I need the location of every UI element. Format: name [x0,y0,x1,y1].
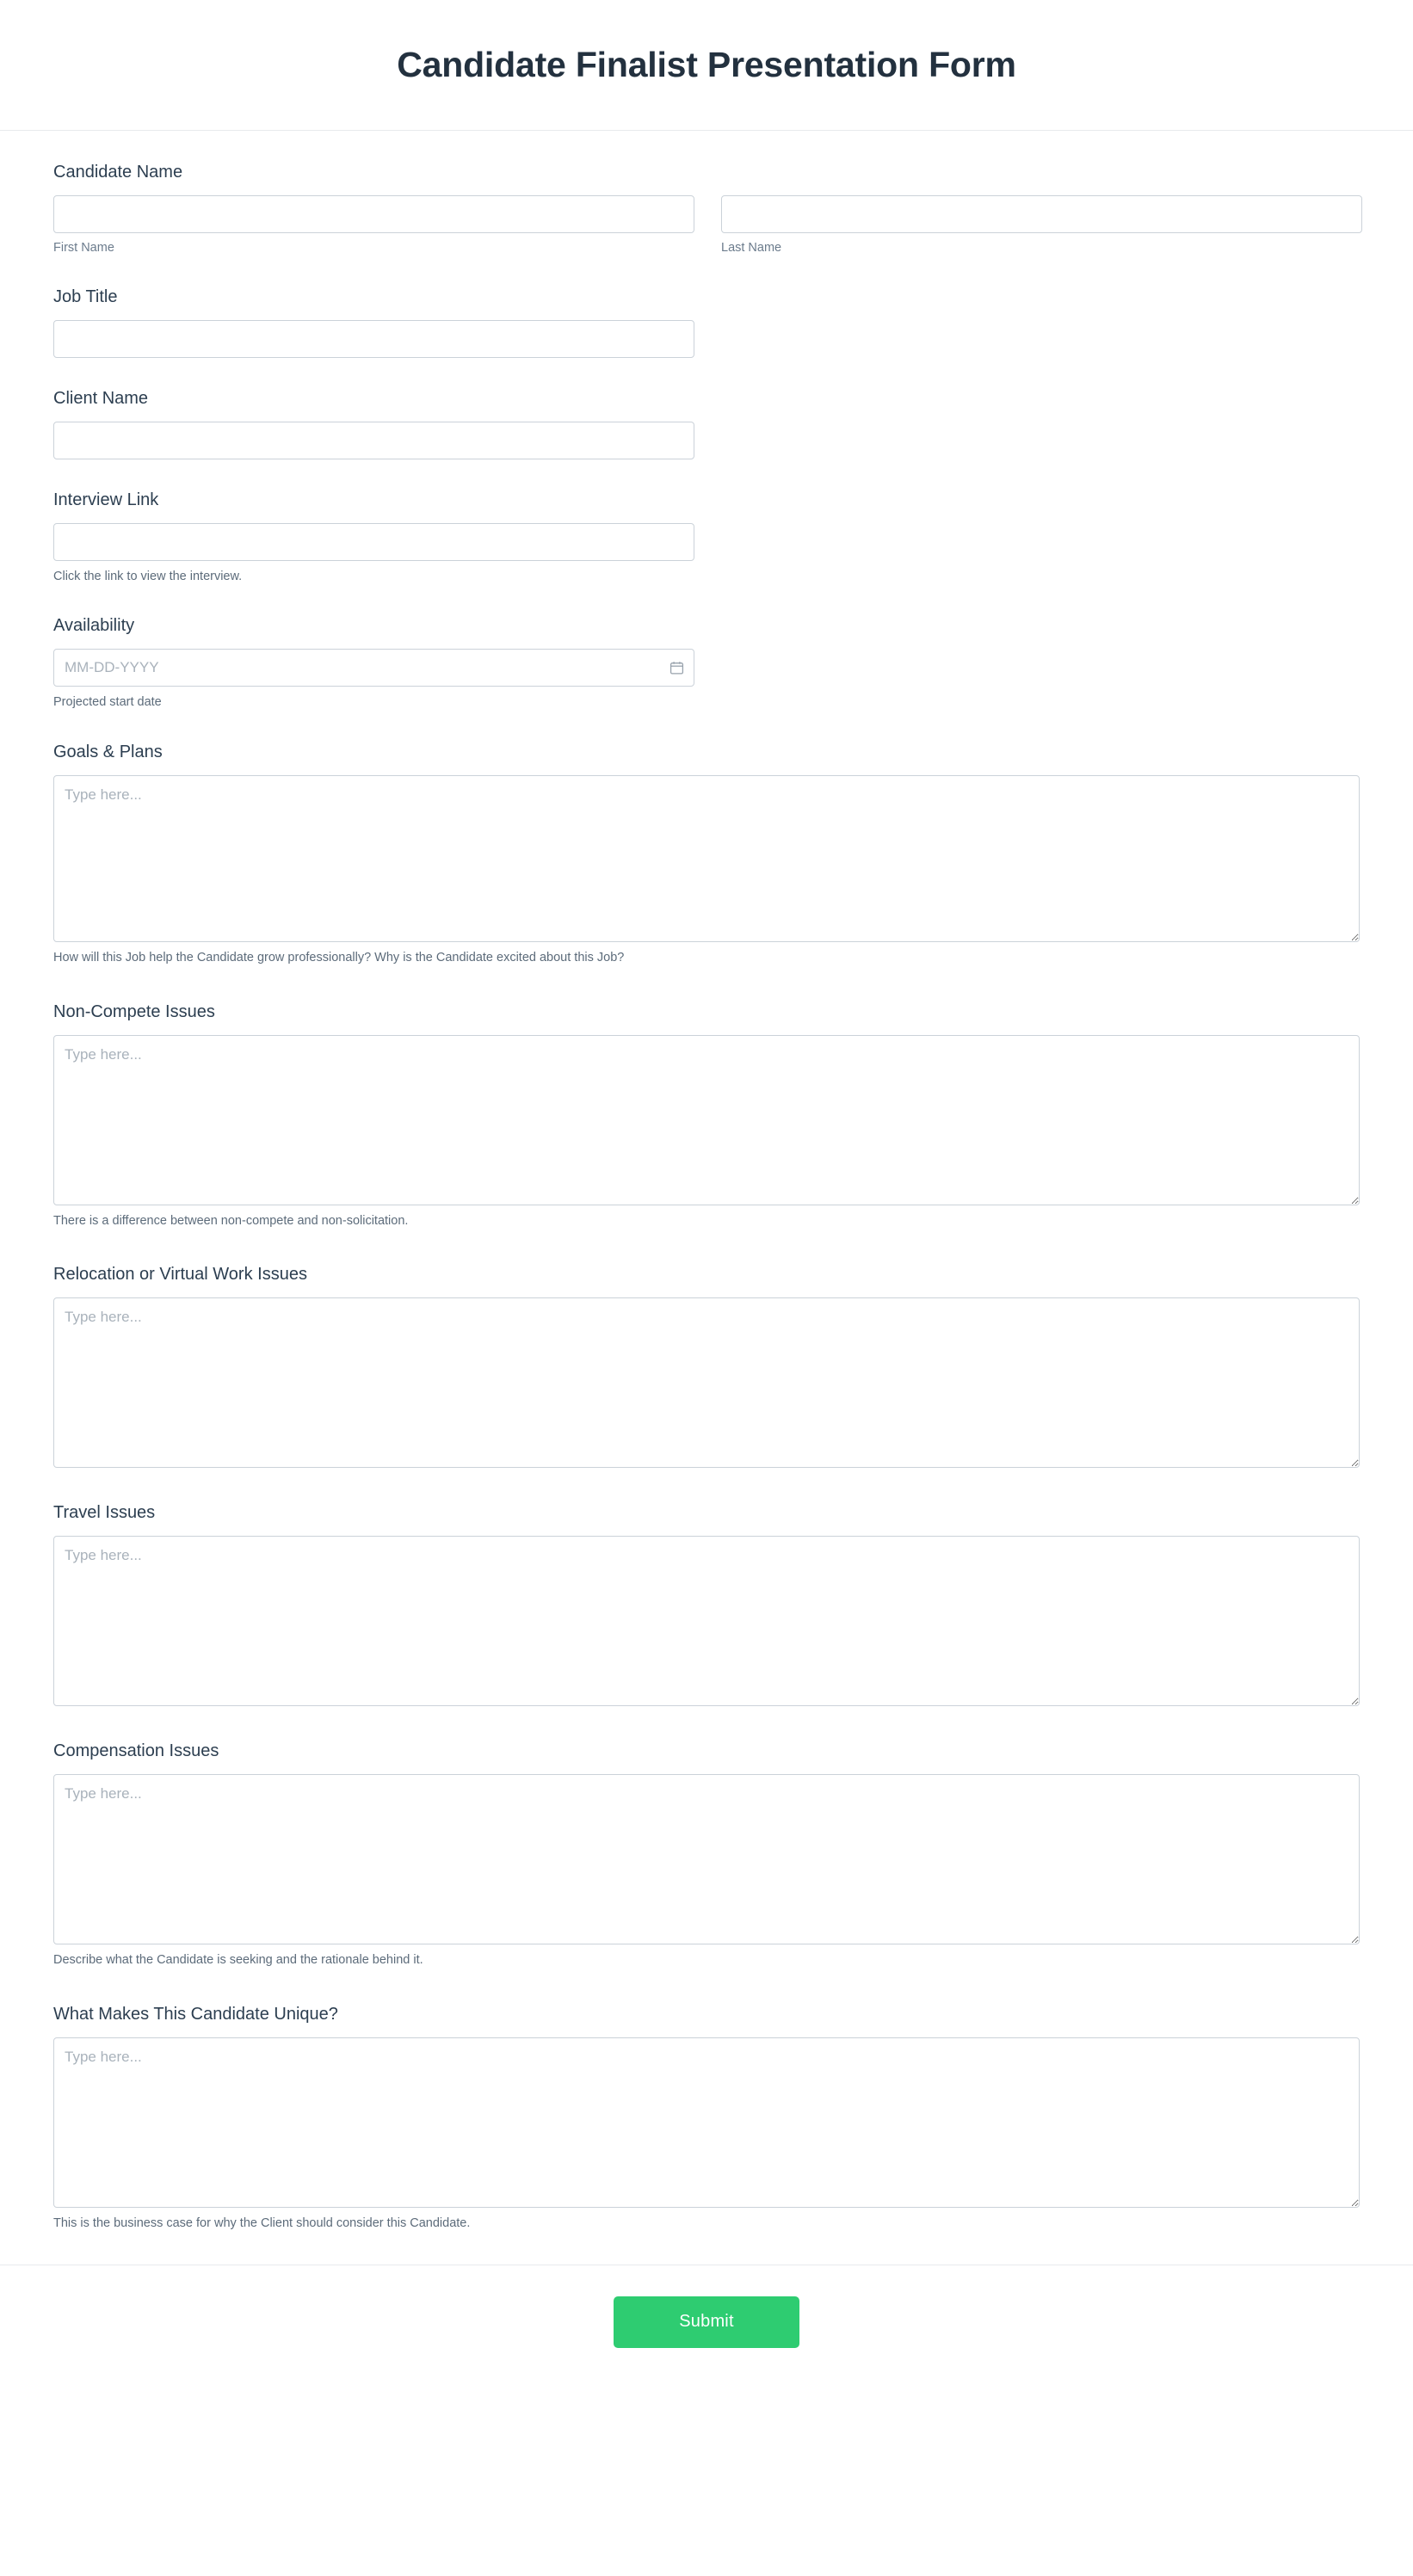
field-interview-link [53,488,1360,586]
availability-date-input[interactable] [53,649,694,687]
relocation-textarea[interactable] [53,1297,1360,1468]
interview-link-input[interactable] [53,523,694,561]
last-name-group [721,195,1362,256]
candidate-name-row [53,195,1360,256]
compensation-label: Compensation Issues [53,1741,219,1761]
field-compensation [53,1739,1360,1969]
form-header [0,0,1413,131]
page-title: Candidate Finalist Presentation Form [397,45,1016,84]
form-body [0,131,1413,2232]
availability-hint: Projected start date [53,695,162,710]
goals-plans-textarea[interactable] [53,775,1360,942]
form-footer [0,2265,1413,2378]
job-title-label: Job Title [53,287,118,306]
travel-textarea[interactable] [53,1536,1360,1706]
first-name-sublabel: First Name [53,241,114,255]
last-name-sublabel: Last Name [721,241,782,255]
field-relocation [53,1262,1360,1468]
first-name-group [53,195,694,256]
client-name-input[interactable] [53,422,694,459]
field-unique [53,2002,1360,2233]
availability-label: Availability [53,616,135,636]
non-compete-label: Non-Compete Issues [53,1001,215,1021]
client-name-label: Client Name [53,388,149,408]
unique-hint: This is the business case for why the Client should consider this Candidate. [53,2215,471,2230]
field-job-title [53,285,1360,358]
goals-plans-hint: How will this Job help the Candidate grow professionally? Why is the Candidate excited about this Job? [53,950,625,964]
field-client-name [53,386,1360,459]
compensation-hint: Describe what the Candidate is seeking and the rationale behind it. [53,1953,423,1968]
unique-textarea[interactable] [53,2037,1360,2208]
field-travel [53,1501,1360,1706]
field-candidate-name [53,160,1360,256]
job-title-input[interactable] [53,320,694,358]
non-compete-hint: There is a difference between non-compete and non-solicitation. [53,1213,409,1228]
travel-label: Travel Issues [53,1503,156,1523]
last-name-input[interactable] [721,195,1362,233]
non-compete-textarea[interactable] [53,1035,1360,1205]
submit-button[interactable]: Submit [614,2296,799,2348]
candidate-name-label: Candidate Name [53,163,183,182]
field-availability [53,613,1360,712]
relocation-label: Relocation or Virtual Work Issues [53,1265,307,1285]
field-goals-plans [53,740,1360,967]
first-name-input[interactable] [53,195,694,233]
availability-date-wrapper [53,649,694,687]
interview-link-hint: Click the link to view the interview. [53,569,243,583]
goals-plans-label: Goals & Plans [53,742,163,761]
unique-label: What Makes This Candidate Unique? [53,2004,338,2024]
interview-link-label: Interview Link [53,490,159,509]
compensation-textarea[interactable] [53,1774,1360,1944]
field-non-compete [53,1000,1360,1230]
